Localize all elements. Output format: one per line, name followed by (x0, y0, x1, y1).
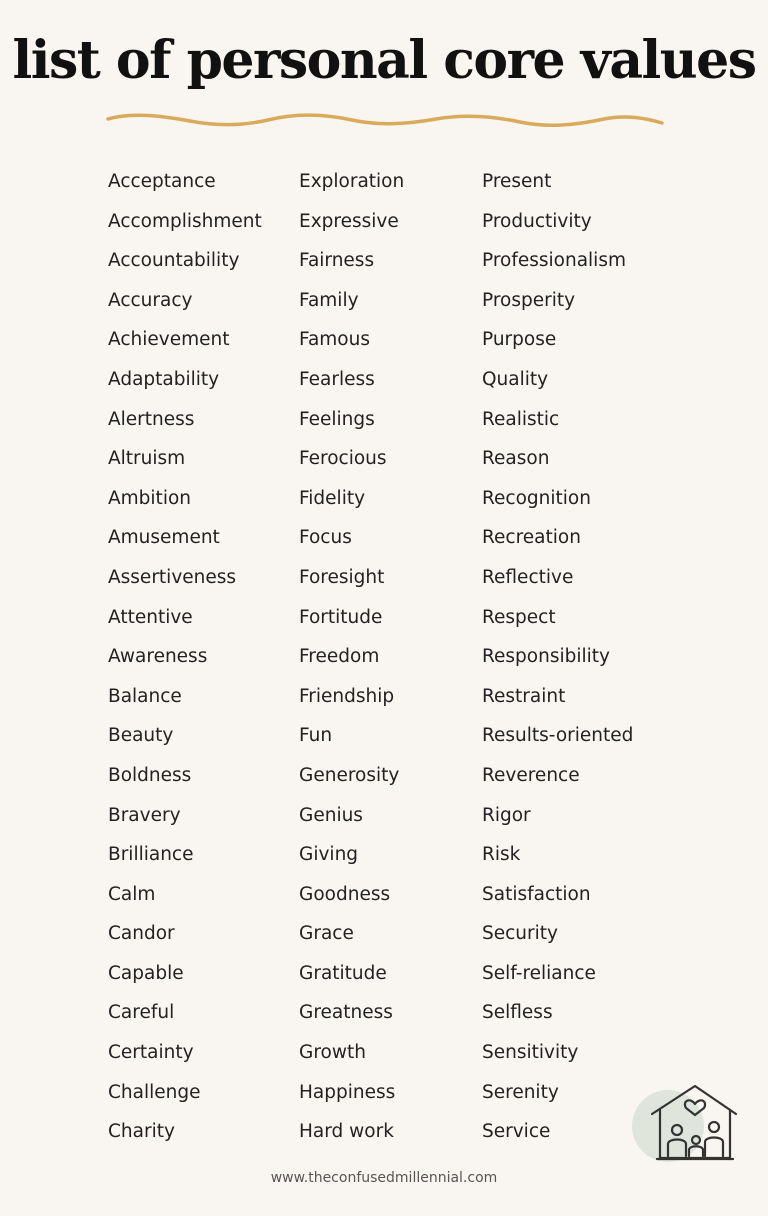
value-item: Selfless (482, 1002, 553, 1024)
value-item: Fun (299, 725, 333, 747)
value-item: Feelings (299, 408, 375, 430)
value-item: Giving (299, 844, 359, 866)
value-item: Purpose (482, 329, 557, 351)
value-item: Generosity (299, 764, 400, 786)
values-column-2 (299, 168, 404, 1158)
footer-url: www.theconfusedmillennial.com (270, 1170, 498, 1186)
value-item: Brilliance (108, 844, 194, 866)
value-item: Fairness (299, 250, 375, 272)
value-item: Reflective (482, 566, 574, 588)
family-house-heart-icon (630, 1080, 740, 1166)
value-item: Productivity (482, 210, 592, 232)
value-item: Respect (482, 606, 556, 628)
value-item: Happiness (299, 1081, 396, 1103)
values-column-1 (108, 168, 262, 1158)
value-item: Achievement (108, 329, 230, 351)
value-item: Fearless (299, 368, 375, 390)
page-title: list of personal core values (12, 30, 756, 91)
value-item: Results-oriented (482, 725, 634, 747)
value-item: Calm (108, 883, 156, 905)
value-item: Candor (108, 923, 175, 945)
value-item: Charity (108, 1121, 175, 1143)
value-item: Famous (299, 329, 370, 351)
value-item: Assertiveness (108, 566, 237, 588)
value-item: Risk (482, 844, 521, 866)
value-item: Growth (299, 1042, 366, 1064)
value-item: Restraint (482, 685, 566, 707)
value-item: Freedom (299, 646, 380, 668)
value-item: Responsibility (482, 646, 610, 668)
value-item: Serenity (482, 1081, 559, 1103)
value-item: Sensitivity (482, 1042, 579, 1064)
value-item: Friendship (299, 685, 395, 707)
value-item: Recognition (482, 487, 591, 509)
value-item: Goodness (299, 883, 391, 905)
value-item: Fidelity (299, 487, 366, 509)
value-item: Gratitude (299, 962, 387, 984)
value-item: Greatness (299, 1002, 393, 1024)
values-column-3 (482, 168, 633, 1158)
value-item: Certainty (108, 1042, 194, 1064)
value-item: Acceptance (108, 171, 216, 192)
value-item: Challenge (108, 1081, 201, 1103)
value-item: Balance (108, 685, 182, 707)
value-item: Accountability (108, 250, 240, 272)
value-item: Reason (482, 448, 550, 470)
value-item: Amusement (108, 527, 220, 549)
value-item: Capable (108, 962, 184, 984)
value-item: Fortitude (299, 606, 383, 628)
value-item: Foresight (299, 566, 385, 588)
value-item: Attentive (108, 606, 193, 628)
value-item: Service (482, 1121, 551, 1143)
value-item: Family (299, 289, 359, 311)
value-item: Rigor (482, 804, 531, 826)
value-item: Expressive (299, 210, 399, 232)
value-item: Self-reliance (482, 962, 596, 984)
value-item: Grace (299, 923, 354, 945)
value-item: Alertness (108, 408, 195, 430)
value-item: Adaptability (108, 368, 220, 390)
value-item: Careful (108, 1002, 175, 1024)
value-item: Bravery (108, 804, 181, 826)
value-item: Awareness (108, 646, 208, 668)
value-item: Quality (482, 368, 549, 390)
value-item: Professionalism (482, 250, 626, 272)
value-item: Reverence (482, 764, 580, 786)
value-item: Ambition (108, 487, 191, 509)
value-item: Exploration (299, 171, 405, 192)
value-item: Accomplishment (108, 210, 262, 232)
value-item: Satisfaction (482, 883, 591, 905)
value-item: Present (482, 171, 552, 192)
value-item: Prosperity (482, 289, 576, 311)
value-item: Hard work (299, 1121, 394, 1143)
squiggle-divider (104, 108, 668, 134)
value-item: Realistic (482, 408, 560, 430)
value-item: Genius (299, 804, 363, 826)
value-item: Ferocious (299, 448, 387, 470)
value-item: Security (482, 923, 558, 945)
value-item: Beauty (108, 725, 174, 747)
value-item: Accuracy (108, 289, 193, 311)
value-item: Boldness (108, 764, 192, 786)
value-item: Altruism (108, 448, 186, 470)
value-item: Recreation (482, 527, 581, 549)
value-item: Focus (299, 527, 352, 549)
